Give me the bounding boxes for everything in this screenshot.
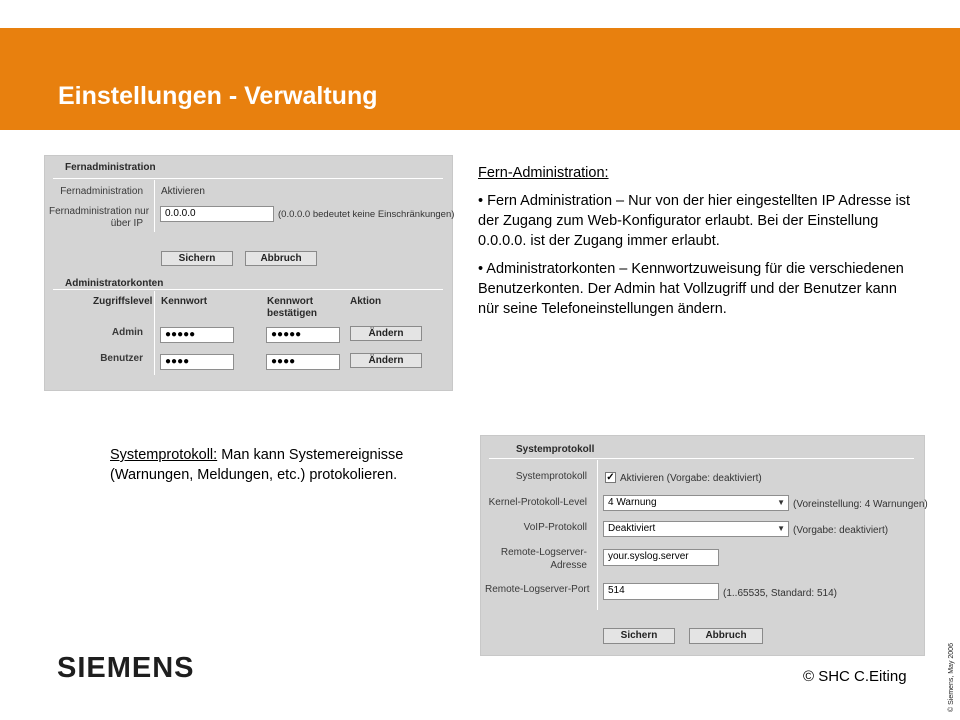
ip-input[interactable]: 0.0.0.0 <box>160 206 274 222</box>
logserver-address-input[interactable]: your.syslog.server <box>603 549 719 566</box>
kernel-level-label: Kernel-Protokoll-Level <box>488 497 587 508</box>
fernadmin-ip-label-1: Fernadministration nur <box>49 206 150 217</box>
fern-admin-panel <box>44 155 453 391</box>
header-banner <box>0 28 960 130</box>
section-title-fernadmin: Fernadministration <box>65 162 156 173</box>
logserver-port-hint: (1..65535, Standard: 514) <box>723 588 837 599</box>
voip-value: Deaktiviert <box>608 523 656 534</box>
fern-admin-bullet-1: • Fern Administration – Nur von der hier eingestellten IP Adresse ist der Zugang zum Web-Konfigurator erlaubt. Bei der Einstellung 0.0.0.0. ist der Zugang immer erlaubt. <box>478 193 910 249</box>
admin-change-button[interactable]: Ändern <box>350 326 422 341</box>
chevron-down-icon: ▼ <box>777 524 785 533</box>
sysprotocol-body: Man kann Systemereignisse (Warnungen, Meldungen, etc.) protokolieren. <box>110 447 404 483</box>
col-aktion: Aktion <box>350 296 382 307</box>
ip-hint: (0.0.0.0 bedeutet keine Einschränkungen) <box>278 209 455 220</box>
cancel-button[interactable]: Abbruch <box>245 251 317 266</box>
logserver-port-label: Remote-Logserver-Port <box>485 584 590 595</box>
col-kennwort: Kennwort <box>161 296 208 307</box>
user-label: Benutzer <box>100 353 143 364</box>
sysprotocol-checkbox-label: Aktivieren (Vorgabe: deaktiviert) <box>620 473 762 484</box>
col-kennwort-bestaetigen-1: Kennwort <box>267 296 314 307</box>
admin-label: Admin <box>111 327 143 338</box>
fern-admin-heading: Fern-Administration: <box>478 165 609 181</box>
col-zugriffslevel: Zugriffslevel <box>93 296 153 307</box>
fern-admin-bullet-2: • Administratorkonten – Kennwortzuweisung für die verschiedenen Benutzerkonten. Der Admin hat Vollzugriff und der Benutzer kann nür seine Telefoneinstellungen ändern. <box>478 261 904 317</box>
voip-label: VoIP-Protokoll <box>523 522 587 533</box>
sysprotocol-description <box>110 445 462 485</box>
kernel-level-hint: (Voreinstellung: 4 Warnungen) <box>793 499 928 510</box>
page-title: Einstellungen - Verwaltung <box>58 82 378 110</box>
logserver-address-label-1: Remote-Logserver- <box>500 547 587 558</box>
section-title-sysprotocol: Systemprotokoll <box>516 444 595 455</box>
fernadmin-ip-label-2: über IP <box>110 218 143 229</box>
fernadmin-label: Fernadministration <box>60 186 143 197</box>
user-change-button[interactable]: Ändern <box>350 353 422 368</box>
sysprotocol-panel <box>480 435 928 656</box>
logserver-port-input[interactable]: 514 <box>603 583 719 600</box>
voip-select[interactable] <box>603 521 789 537</box>
user-confirm-input[interactable]: ●●●● <box>266 354 340 370</box>
chevron-down-icon: ▼ <box>777 498 785 507</box>
admin-password-input[interactable]: ●●●●● <box>160 327 234 343</box>
col-kennwort-bestaetigen-2: bestätigen <box>267 308 318 319</box>
save-button[interactable]: Sichern <box>161 251 233 266</box>
fern-admin-description <box>478 163 918 327</box>
sysprotocol-heading: Systemprotokoll: <box>110 447 218 463</box>
checkmark-icon[interactable]: ✓ <box>606 472 615 483</box>
copyright-text: © SHC C.Eiting <box>803 668 907 685</box>
fernadmin-value: Aktivieren <box>161 186 205 197</box>
kernel-level-select[interactable] <box>603 495 789 511</box>
logserver-address-label-2: Adresse <box>550 560 587 571</box>
sys-save-button[interactable]: Sichern <box>603 628 675 644</box>
siemens-logo: SIEMENS <box>57 652 195 684</box>
section-title-accounts: Administratorkonten <box>65 278 164 289</box>
admin-confirm-input[interactable]: ●●●●● <box>266 327 340 343</box>
user-password-input[interactable]: ●●●● <box>160 354 234 370</box>
kernel-level-value: 4 Warnung <box>608 497 657 508</box>
sys-cancel-button[interactable]: Abbruch <box>689 628 763 644</box>
sysprotocol-label: Systemprotokoll <box>515 471 587 482</box>
vertical-copyright: © Siemens, May 2006 <box>948 643 955 712</box>
voip-hint: (Vorgabe: deaktiviert) <box>793 525 889 536</box>
